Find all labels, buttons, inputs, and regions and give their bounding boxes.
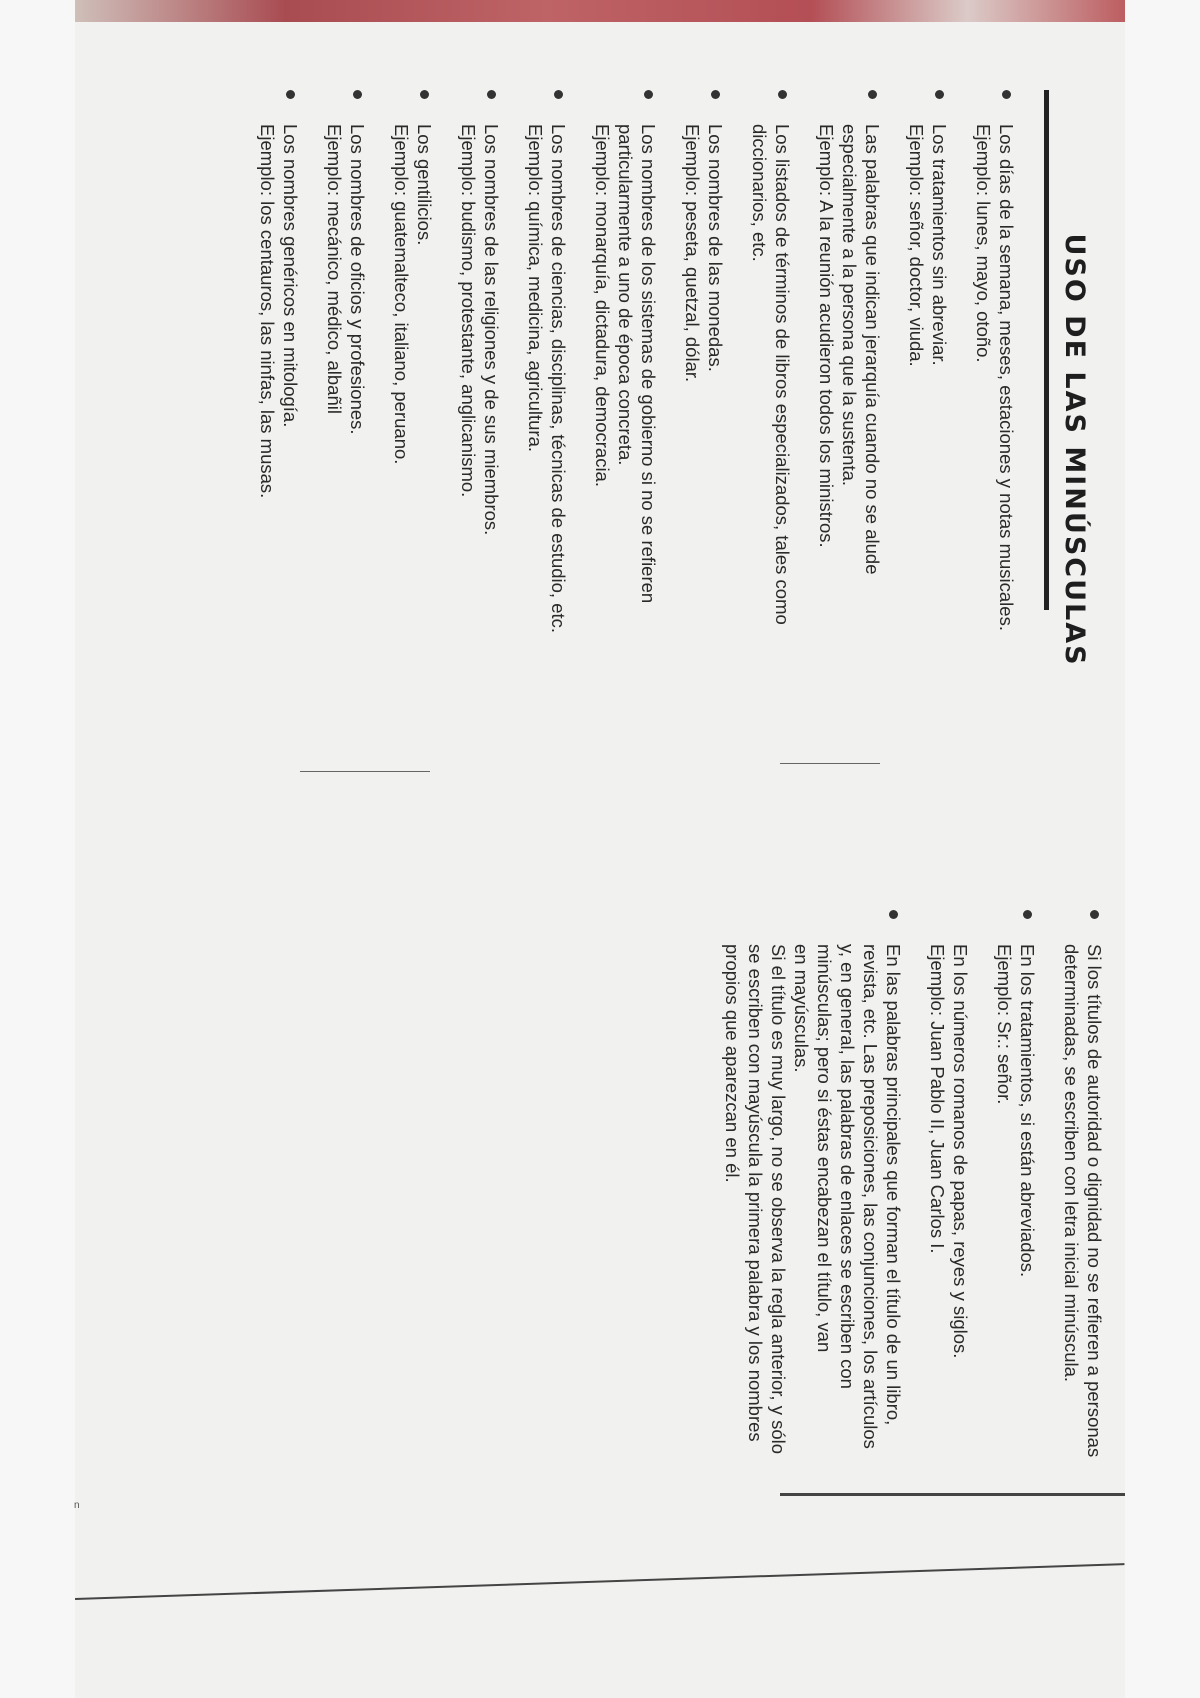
bullet-icon — [1023, 910, 1032, 919]
bullet-icon — [935, 90, 944, 99]
rule-item: Los gentilicios. Ejemplo: guatemalteco, italiano, peruano. — [390, 90, 436, 810]
left-column — [80, 910, 1120, 1630]
rule-item: Los nombres de oficios y profesiones. Ejemplo: mecánico, médico, albañil — [323, 90, 369, 810]
rotated-page-content — [70, 60, 1120, 1680]
rule-item: Los nombres de las monedas. Ejemplo: peseta, quetzal, dólar. — [681, 90, 727, 810]
rule-item: En las palabras principales que forman el título de un libro, revista, etc. Las preposiciones, las conjunciones, los artículos y, en general, las palabras de enlaces se escriben con minúsculas; pero si éstas encabezan el título, van en mayúsculas. Si el título es muy largo, no se observa la regla anterior, y sólo se escriben con mayúscula la primera palabra y los nombres propios que aparezcan en él. — [721, 910, 905, 1630]
rule-item: En los tratamientos, si están abreviados. Ejemplo: Sr.: señor. — [993, 910, 1039, 1630]
page-edge-band — [75, 0, 1125, 22]
rule-item: Si los títulos de autoridad o dignidad no se refieren a personas determinadas, se escriben con letra inicial minúscula. — [1060, 910, 1106, 1630]
right-column — [80, 90, 1120, 810]
rule-item: Los nombres de las religiones y de sus miembros. Ejemplo: budismo, protestante, anglicanismo. — [457, 90, 503, 810]
bullet-icon — [420, 90, 429, 99]
bullet-icon — [644, 90, 653, 99]
rule-item: Los nombres de ciencias, disciplinas, técnicas de estudio, etc. Ejemplo: química, medicina, agricultura. — [524, 90, 570, 810]
rule-item: Los días de la semana, meses, estaciones y notas musicales. Ejemplo: lunes, mayo, otoño. — [972, 90, 1018, 810]
page-mark: n — [74, 1500, 80, 1511]
bullet-icon — [1090, 910, 1099, 919]
bullet-icon — [778, 90, 787, 99]
scan-left-margin — [0, 0, 75, 1698]
rule-item: Los listados de términos de libros especializados, tales como diccionarios, etc. — [748, 90, 794, 810]
rule-item: Los tratamientos sin abreviar. Ejemplo: señor, doctor, viuda. — [905, 90, 951, 810]
bullet-icon — [554, 90, 563, 99]
rule-item: Las palabras que indican jerarquía cuando no se alude especialmente a la persona que la sustenta. Ejemplo: A la reunión acudieron todos los ministros. — [815, 90, 884, 810]
bullet-icon — [889, 910, 898, 919]
rule-item: Los nombres genéricos en mitología. Ejemplo: los centauros, las ninfas, las musas. — [256, 90, 302, 810]
bullet-icon — [1002, 90, 1011, 99]
heading-underline — [1044, 90, 1049, 610]
bullet-icon — [487, 90, 496, 99]
rule-item: Los nombres de los sistemas de gobierno si no se refieren particularmente a uno de época concreta. Ejemplo: monarquía, dictadura, democracia. — [591, 90, 660, 810]
bullet-icon — [868, 90, 877, 99]
bullet-icon — [286, 90, 295, 99]
rule-text: En los números romanos de papas, reyes y siglos. Ejemplo: Juan Pablo II, Juan Carlos I. — [927, 944, 971, 1359]
scan-right-margin — [1125, 0, 1200, 1698]
section-heading: USO DE LAS MINÚSCULAS — [1059, 233, 1090, 667]
bullet-icon — [353, 90, 362, 99]
bullet-icon — [711, 90, 720, 99]
